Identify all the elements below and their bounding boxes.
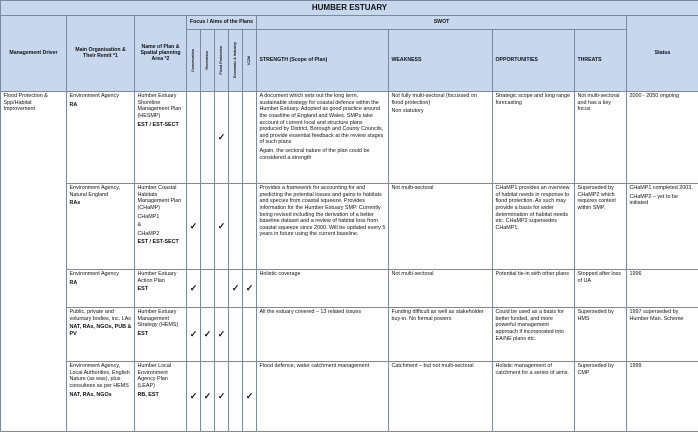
status-text: 2000 - 2050 ongoing	[630, 93, 696, 100]
check-icon: ✓	[204, 391, 212, 401]
threats-text: Superseded by HMS	[578, 309, 624, 322]
strength-text: Provides a framework for accounting for and predicting the potential losses and gains to habitats and species from coastal squeeze. Provides information for the Humber Estuary SMP. Currently being revised including the derivation of a better baseline dataset and a review of habitat loss from coastal squeeze since 2000. Will be updated every 5 years in future using the current baseline.	[260, 185, 386, 238]
weakness-text: Not multi-sectoral	[392, 271, 490, 278]
table-row	[1, 307, 698, 361]
plan-name: Humber Estuary Action Plan	[138, 271, 184, 284]
focus-check-flood-protection	[215, 361, 229, 431]
organisation-cell	[67, 361, 135, 431]
weakness-cell	[389, 91, 493, 183]
table-row	[1, 269, 698, 307]
table-row	[1, 183, 698, 269]
threats-cell	[575, 361, 627, 431]
threats-text: Superseded by CMP	[578, 363, 624, 376]
header-focus-col-0	[187, 29, 201, 91]
strength-text: All the estuary covered – 13 related issues	[260, 309, 386, 316]
header-focus-label: Economic & Industry	[233, 42, 237, 78]
header-focus: Focus / Aims of the Plans	[187, 15, 257, 29]
check-icon: ✓	[218, 329, 226, 339]
plan-cell	[135, 307, 187, 361]
organisation-cell	[67, 269, 135, 307]
check-icon: ✓	[246, 391, 254, 401]
header-plan: Name of Plan & Spatial planning Area *2	[135, 15, 187, 91]
plan-name: Humber Estuary Management Strategy (HEMS)	[138, 309, 184, 329]
opportunities-text: Could be used as a basis for better funded, and more powerful management approach if incorporated into EA/NE plans etc.	[496, 309, 572, 342]
focus-check-flood-protection	[215, 269, 229, 307]
title-row	[1, 1, 698, 16]
focus-check-recreation	[201, 183, 215, 269]
check-icon: ✓	[190, 221, 198, 231]
plan-area-code: EST / EST-SECT	[138, 239, 184, 246]
header-focus-col-4	[243, 29, 257, 91]
focus-check-conservation	[187, 91, 201, 183]
plan-cell	[135, 361, 187, 431]
focus-check-conservation	[187, 183, 201, 269]
check-icon: ✓	[246, 283, 254, 293]
header-focus-col-2	[215, 29, 229, 91]
header-organisation: Main Organisation & Their Remit *1	[67, 15, 135, 91]
organisation-code: RAs	[70, 200, 132, 207]
organisation-text: Environment Agency	[70, 271, 132, 278]
weakness-cell	[389, 307, 493, 361]
status-text: 1997 superseded by Humber Man. Scheme	[630, 309, 696, 322]
opportunities-cell	[493, 91, 575, 183]
header-driver: Management Driver	[1, 15, 67, 91]
strength-cell	[257, 361, 389, 431]
strength-cell	[257, 183, 389, 269]
strength-text: Flood defence, water catchment management	[260, 363, 386, 370]
opportunities-text: Strategic scope and long range forecasting	[496, 93, 572, 106]
organisation-text: Environment Agency, Local Authorities, English Nature (as was), plus consultees as per HEMS	[70, 363, 132, 389]
focus-check-conservation	[187, 361, 201, 431]
weakness-text: Non statutory	[392, 108, 490, 115]
strength-cell	[257, 269, 389, 307]
opportunities-text: CHaMP1 provides an overview of habitat needs in response to flood protection. As such may provide a basis for wider determination of habitat needs etc. CHaMP2 supersedes CHaMP1.	[496, 185, 572, 231]
focus-check-flood-protection	[215, 91, 229, 183]
table-title: HUMBER ESTUARY	[1, 1, 698, 16]
status-text: 1996	[630, 271, 696, 278]
header-threats: THREATS	[575, 29, 627, 91]
plan-name: Humber Coastal Habitats Management Plan (CHaMP)	[138, 185, 184, 211]
organisation-code: RA	[70, 102, 132, 109]
threats-cell	[575, 307, 627, 361]
opportunities-text: Holistic management of catchment for a series of aims.	[496, 363, 572, 376]
organisation-text: Environment Agency, Natural England	[70, 185, 132, 198]
focus-check-conservation	[187, 269, 201, 307]
check-icon: ✓	[218, 132, 226, 142]
organisation-text: Environment Agency	[70, 93, 132, 100]
header-status: Status	[627, 15, 698, 91]
focus-check-economic-industry	[229, 183, 243, 269]
opportunities-cell	[493, 307, 575, 361]
header-focus-label: Conservation	[191, 49, 195, 72]
organisation-cell	[67, 91, 135, 183]
strength-text: Again, the sectoral nature of the plan could be considered a strength	[260, 148, 386, 161]
focus-check-iczm	[243, 361, 257, 431]
focus-check-conservation	[187, 307, 201, 361]
plan-name: CHaMP1	[138, 214, 184, 221]
threats-text: Stopped after loss of UA	[578, 271, 624, 284]
focus-check-economic-industry	[229, 269, 243, 307]
focus-check-economic-industry	[229, 361, 243, 431]
strength-text: A document which sets out the long term, sustainable strategy for coastal defence within the Humber Estuary. Adopted as good practice around the coastline of England and Wales. SMPs take account of current local and structure plans produced by District, Borough and County Councils, and provide essential feedback at the review stages of such plans	[260, 93, 386, 146]
plan-name: CHaMP2	[138, 231, 184, 238]
header-focus-label: Flood Protection	[219, 46, 223, 75]
header-focus-label: Recreation	[205, 51, 209, 70]
focus-check-iczm	[243, 307, 257, 361]
focus-check-iczm	[243, 91, 257, 183]
opportunities-cell	[493, 183, 575, 269]
management-driver-cell: Flood Protection & Spp/Habitat Improvement	[1, 91, 67, 431]
weakness-cell	[389, 183, 493, 269]
focus-check-recreation	[201, 269, 215, 307]
status-cell	[627, 269, 698, 307]
focus-check-recreation	[201, 361, 215, 431]
status-cell	[627, 91, 698, 183]
strength-text: Holistic coverage	[260, 271, 386, 278]
focus-check-economic-industry	[229, 307, 243, 361]
table-row	[1, 91, 698, 183]
table-row	[1, 361, 698, 431]
organisation-cell	[67, 307, 135, 361]
focus-check-iczm	[243, 269, 257, 307]
weakness-text: Not multi-sectoral	[392, 185, 490, 192]
status-cell	[627, 307, 698, 361]
opportunities-cell	[493, 361, 575, 431]
check-icon: ✓	[218, 391, 226, 401]
organisation-text: Public, private and voluntary bodies, inc. LAs	[70, 309, 132, 322]
focus-check-economic-industry	[229, 91, 243, 183]
header-opportunities: OPPORTUNITIES	[493, 29, 575, 91]
header-focus-col-1	[201, 29, 215, 91]
plan-name: &	[138, 222, 184, 229]
organisation-code: NAT, RAs, NGOs	[70, 392, 132, 399]
strength-cell	[257, 307, 389, 361]
header-row-1	[1, 15, 698, 29]
plan-name: Humber Local Environment Agency Plan (LEAP)	[138, 363, 184, 389]
plan-area-code: EST	[138, 331, 184, 338]
threats-cell	[575, 269, 627, 307]
status-text: CHaMP1 completed 2003.	[630, 185, 696, 192]
weakness-cell	[389, 269, 493, 307]
header-focus-label: ICZM	[247, 56, 251, 65]
status-text: CHaMP2 – yet to be initiated	[630, 194, 696, 207]
header-swot: SWOT	[257, 15, 627, 29]
plan-cell	[135, 183, 187, 269]
focus-check-recreation	[201, 307, 215, 361]
plan-cell	[135, 91, 187, 183]
plan-area-code: EST / EST-SECT	[138, 122, 184, 129]
organisation-code: RA	[70, 280, 132, 287]
organisation-cell	[67, 183, 135, 269]
plan-name: Humber Estuary Shoreline Management Plan (HESMP)	[138, 93, 184, 119]
check-icon: ✓	[190, 391, 198, 401]
opportunities-text: Potential tie-in with other plans	[496, 271, 572, 278]
header-focus-col-3	[229, 29, 243, 91]
status-text: 1999	[630, 363, 696, 370]
threats-text: Not multi-sectoral and has a key focus	[578, 93, 624, 113]
status-cell	[627, 361, 698, 431]
status-cell	[627, 183, 698, 269]
weakness-text: Funding difficult as well as stakeholder buy-in. No formal powers	[392, 309, 490, 322]
opportunities-cell	[493, 269, 575, 307]
threats-cell	[575, 183, 627, 269]
check-icon: ✓	[204, 329, 212, 339]
focus-check-iczm	[243, 183, 257, 269]
organisation-code: NAT, RAs, NGOs, PUB & PV	[70, 324, 132, 337]
strength-cell	[257, 91, 389, 183]
threats-cell	[575, 91, 627, 183]
weakness-text: Not fully multi-sectoral (focussed on flood protection)	[392, 93, 490, 106]
header-strength: STRENGTH (Scope of Plan)	[257, 29, 389, 91]
check-icon: ✓	[190, 283, 198, 293]
check-icon: ✓	[232, 283, 240, 293]
threats-text: Superseded by CHaMP2 which requires context within SMP.	[578, 185, 624, 211]
focus-check-flood-protection	[215, 183, 229, 269]
plan-area-code: RB, EST	[138, 392, 184, 399]
focus-check-recreation	[201, 91, 215, 183]
focus-check-flood-protection	[215, 307, 229, 361]
weakness-cell	[389, 361, 493, 431]
weakness-text: Catchment – but not multi-sectoral	[392, 363, 490, 370]
check-icon: ✓	[218, 221, 226, 231]
plan-cell	[135, 269, 187, 307]
plan-area-code: EST	[138, 286, 184, 293]
check-icon: ✓	[190, 329, 198, 339]
header-weakness: WEAKNESS	[389, 29, 493, 91]
